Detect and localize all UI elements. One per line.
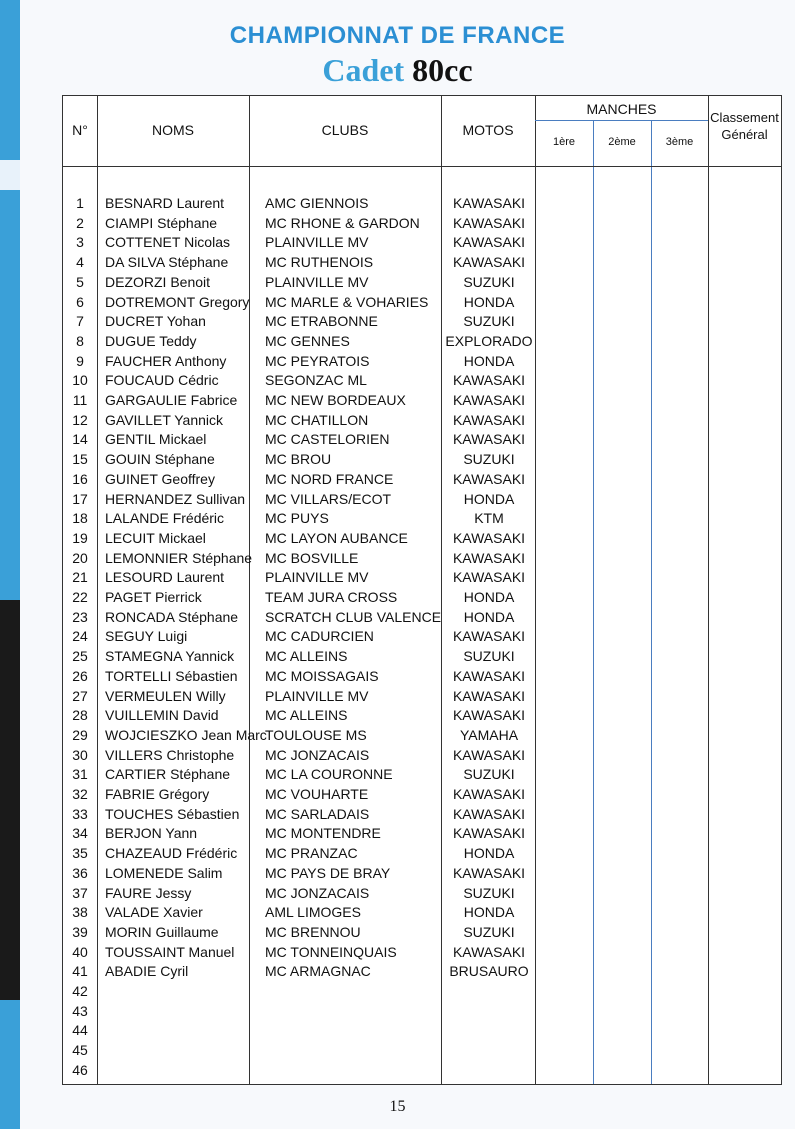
band-dark-section [0, 600, 20, 1000]
row-name: DUGUE Teddy [105, 332, 197, 349]
row-moto: HONDA [463, 904, 515, 921]
row-name: RONCADA Stéphane [105, 608, 239, 625]
row-club: PLAINVILLE MV [265, 569, 369, 586]
row-moto: KTM [474, 510, 504, 527]
row-moto: KAWASAKI [452, 707, 526, 724]
row-number: 23 [72, 608, 88, 625]
header-divider [63, 166, 781, 167]
row-number: 10 [72, 372, 88, 389]
header-general: Général [721, 127, 768, 142]
col-divider [708, 96, 709, 1084]
header-noms: NOMS [152, 122, 194, 138]
row-number: 20 [72, 549, 88, 566]
col-divider [249, 96, 250, 1084]
row-number: 5 [76, 273, 84, 290]
row-club: MC VOUHARTE [265, 786, 369, 802]
row-name: VUILLEMIN David [105, 707, 219, 724]
row-club: MC RUTHENOIS [265, 254, 374, 271]
row-moto: KAWASAKI [452, 864, 526, 881]
row-name: FAURE Jessy [105, 884, 192, 901]
row-club: MC BROU [265, 451, 332, 468]
row-name: FOUCAUD Cédric [105, 372, 219, 389]
row-number: 44 [72, 1022, 88, 1039]
row-moto: KAWASAKI [452, 549, 526, 566]
row-number: 32 [72, 786, 88, 802]
row-name: GARGAULIE Fabrice [105, 392, 238, 408]
row-club: MC CASTELORIEN [265, 431, 390, 448]
col-divider [97, 96, 98, 1084]
row-name: STAMEGNA Yannick [105, 648, 235, 665]
row-name: CARTIER Stéphane [105, 766, 231, 783]
row-number: 6 [76, 293, 84, 310]
row-club: MC CADURCIEN [265, 628, 374, 645]
page-subtitle [0, 52, 795, 89]
row-number: 36 [72, 864, 88, 881]
row-moto: SUZUKI [463, 766, 515, 783]
row-club: AMC GIENNOIS [265, 195, 369, 211]
row-number: 14 [72, 431, 88, 448]
row-number: 12 [72, 411, 88, 428]
results-table [62, 95, 782, 1085]
row-club: MC LAYON AUBANCE [265, 529, 408, 546]
row-name: BERJON Yann [105, 825, 198, 842]
row-club: MC MOISSAGAIS [265, 667, 379, 684]
left-color-band [0, 0, 20, 1129]
row-moto: KAWASAKI [452, 825, 526, 842]
row-club: MC PRANZAC [265, 845, 358, 862]
row-moto: YAMAHA [459, 726, 519, 743]
row-number: 46 [72, 1061, 88, 1078]
row-number: 33 [72, 805, 88, 822]
row-number: 4 [76, 254, 84, 271]
row-club: MC BOSVILLE [265, 549, 359, 566]
row-number: 38 [72, 904, 88, 921]
row-club: MC NORD FRANCE [265, 470, 394, 487]
row-name: HERNANDEZ Sullivan [105, 490, 246, 507]
row-club: TEAM JURA CROSS [265, 589, 398, 605]
row-moto: KAWASAKI [452, 529, 526, 546]
row-number: 3 [76, 234, 84, 251]
header-num: N° [72, 122, 88, 138]
row-moto: KAWASAKI [452, 943, 526, 960]
row-name: TOUCHES Sébastien [105, 805, 240, 822]
row-name: WOJCIESZKO Jean Marc [105, 726, 267, 743]
row-club: MC PUYS [265, 510, 329, 527]
row-number: 21 [72, 569, 88, 586]
row-number: 1 [76, 195, 84, 211]
row-club: MC VILLARS/ECOT [265, 490, 392, 507]
row-number: 45 [72, 1042, 88, 1059]
row-number: 29 [72, 726, 88, 743]
row-moto: KAWASAKI [452, 667, 526, 684]
row-club: MC ALLEINS [265, 707, 348, 724]
row-moto: KAWASAKI [452, 234, 526, 251]
row-name: COTTENET Nicolas [105, 234, 230, 251]
row-moto: HONDA [463, 845, 515, 862]
row-name: GAVILLET Yannick [105, 411, 224, 428]
row-moto: KAWASAKI [452, 786, 526, 802]
row-number: 19 [72, 529, 88, 546]
row-moto: HONDA [463, 490, 515, 507]
row-moto: SUZUKI [463, 451, 515, 468]
row-club: MC BRENNOU [265, 923, 361, 940]
row-club: PLAINVILLE MV [265, 234, 369, 251]
row-club: MC LA COURONNE [265, 766, 393, 783]
row-name: LESOURD Laurent [105, 569, 225, 586]
row-moto: SUZUKI [463, 884, 515, 901]
row-name: ABADIE Cyril [105, 963, 189, 980]
row-club: MC ARMAGNAC [265, 963, 371, 980]
row-moto: BRUSAURO [449, 963, 529, 980]
row-club: AML LIMOGES [265, 904, 361, 921]
row-name: VALADE Xavier [105, 904, 203, 921]
row-number: 15 [72, 451, 88, 468]
row-name: DOTREMONT Gregory [105, 293, 250, 310]
row-moto: HONDA [463, 352, 515, 369]
row-name: LALANDE Frédéric [105, 510, 225, 527]
row-club: MC ETRABONNE [265, 313, 378, 330]
row-name: LOMENEDE Salim [105, 864, 223, 881]
row-moto: SUZUKI [463, 923, 515, 940]
row-number: 41 [72, 963, 88, 980]
row-number: 26 [72, 667, 88, 684]
row-name: FABRIE Grégory [105, 786, 210, 802]
row-club: MC MONTENDRE [265, 825, 381, 842]
manches-divider [535, 120, 708, 121]
row-name: CHAZEAUD Frédéric [105, 845, 238, 862]
row-moto: HONDA [463, 608, 515, 625]
row-number: 31 [72, 766, 88, 783]
row-number: 24 [72, 628, 88, 645]
row-name: TORTELLI Sébastien [105, 667, 238, 684]
row-number: 11 [72, 392, 88, 408]
row-moto: KAWASAKI [452, 372, 526, 389]
row-name: VERMEULEN Willy [105, 687, 226, 704]
row-number: 17 [72, 490, 88, 507]
header-clubs: CLUBS [321, 122, 369, 138]
page-number: 15 [389, 1098, 406, 1115]
col-divider [651, 120, 652, 1084]
row-moto: SUZUKI [463, 273, 515, 290]
row-name: GOUIN Stéphane [105, 451, 215, 468]
row-club: MC PAYS DE BRAY [265, 864, 391, 881]
row-club: MC ALLEINS [265, 648, 348, 665]
row-name: GUINET Geoffrey [105, 470, 215, 487]
row-club: MC CHATILLON [265, 411, 369, 428]
col-divider [593, 120, 594, 1084]
row-number: 39 [72, 923, 88, 940]
row-name: MORIN Guillaume [105, 923, 219, 940]
row-name: SEGUY Luigi [105, 628, 188, 645]
row-club: PLAINVILLE MV [265, 687, 369, 704]
header-motos: MOTOS [462, 122, 514, 138]
header-manche-1: 1ère [552, 136, 576, 148]
row-club: TOULOUSE MS [265, 726, 367, 743]
row-number: 27 [72, 687, 88, 704]
row-number: 43 [72, 1002, 88, 1019]
row-name: BESNARD Laurent [105, 195, 225, 211]
header-classement: Classement [710, 110, 779, 125]
row-number: 40 [72, 943, 88, 960]
row-number: 9 [76, 352, 84, 369]
row-club: SCRATCH CLUB VALENCE [265, 608, 442, 625]
row-moto: KAWASAKI [452, 470, 526, 487]
row-name: PAGET Pierrick [105, 589, 202, 605]
row-name: DA SILVA Stéphane [105, 254, 229, 271]
row-number: 35 [72, 845, 88, 862]
row-club: MC JONZACAIS [265, 884, 370, 901]
page-title: CHAMPIONNAT DE FRANCE [229, 22, 566, 49]
header-manches: MANCHES [586, 101, 657, 117]
row-moto: KAWASAKI [452, 746, 526, 763]
row-club: MC SARLADAIS [265, 805, 370, 822]
row-moto: KAWASAKI [452, 569, 526, 586]
col-divider [441, 96, 442, 1084]
col-divider [535, 96, 536, 1084]
row-name: FAUCHER Anthony [105, 352, 227, 369]
row-moto: HONDA [463, 293, 515, 310]
row-moto: SUZUKI [463, 648, 515, 665]
row-name: DUCRET Yohan [105, 313, 206, 330]
row-number: 18 [72, 510, 88, 527]
row-club: SEGONZAC ML [265, 372, 367, 389]
row-name: CIAMPI Stéphane [105, 214, 218, 231]
row-number: 34 [72, 825, 88, 842]
row-moto: KAWASAKI [452, 195, 526, 211]
row-number: 8 [76, 332, 84, 349]
row-club: MC MARLE & VOHARIES [265, 293, 429, 310]
row-moto: SUZUKI [463, 313, 515, 330]
row-moto: KAWASAKI [452, 392, 526, 408]
row-club: MC PEYRATOIS [265, 352, 370, 369]
row-club: MC JONZACAIS [265, 746, 370, 763]
row-moto: KAWASAKI [452, 628, 526, 645]
row-moto: KAWASAKI [452, 805, 526, 822]
header-manche-3: 3ème [665, 136, 694, 148]
row-name: LECUIT Mickael [105, 529, 206, 546]
row-moto: KAWASAKI [452, 254, 526, 271]
row-number: 37 [72, 884, 88, 901]
header-manche-2: 2ème [608, 136, 636, 148]
row-number: 2 [76, 214, 84, 231]
row-moto: KAWASAKI [452, 687, 526, 704]
class-label: 80cc [412, 52, 473, 88]
row-number: 16 [72, 470, 88, 487]
row-club: MC NEW BORDEAUX [265, 392, 406, 408]
row-moto: KAWASAKI [452, 214, 526, 231]
row-club: MC GENNES [265, 332, 350, 349]
row-number: 25 [72, 648, 88, 665]
category-label: Cadet [322, 52, 405, 88]
row-number: 30 [72, 746, 88, 763]
row-name: DEZORZI Benoit [105, 273, 211, 290]
row-name: GENTIL Mickael [105, 431, 207, 448]
row-moto: KAWASAKI [452, 411, 526, 428]
row-club: PLAINVILLE MV [265, 273, 369, 290]
row-moto: KAWASAKI [452, 431, 526, 448]
row-name: LEMONNIER Stéphane [105, 549, 253, 566]
row-moto: EXPLORADO [445, 332, 533, 349]
row-number: 42 [72, 983, 88, 999]
row-club: MC RHONE & GARDON [265, 214, 420, 231]
row-number: 22 [72, 589, 88, 605]
row-moto: HONDA [463, 589, 515, 605]
row-number: 7 [76, 313, 84, 330]
row-name: VILLERS Christophe [105, 746, 235, 763]
row-name: TOUSSAINT Manuel [105, 943, 235, 960]
row-club: MC TONNEINQUAIS [265, 943, 397, 960]
row-number: 28 [72, 707, 88, 724]
band-notch [0, 160, 20, 190]
